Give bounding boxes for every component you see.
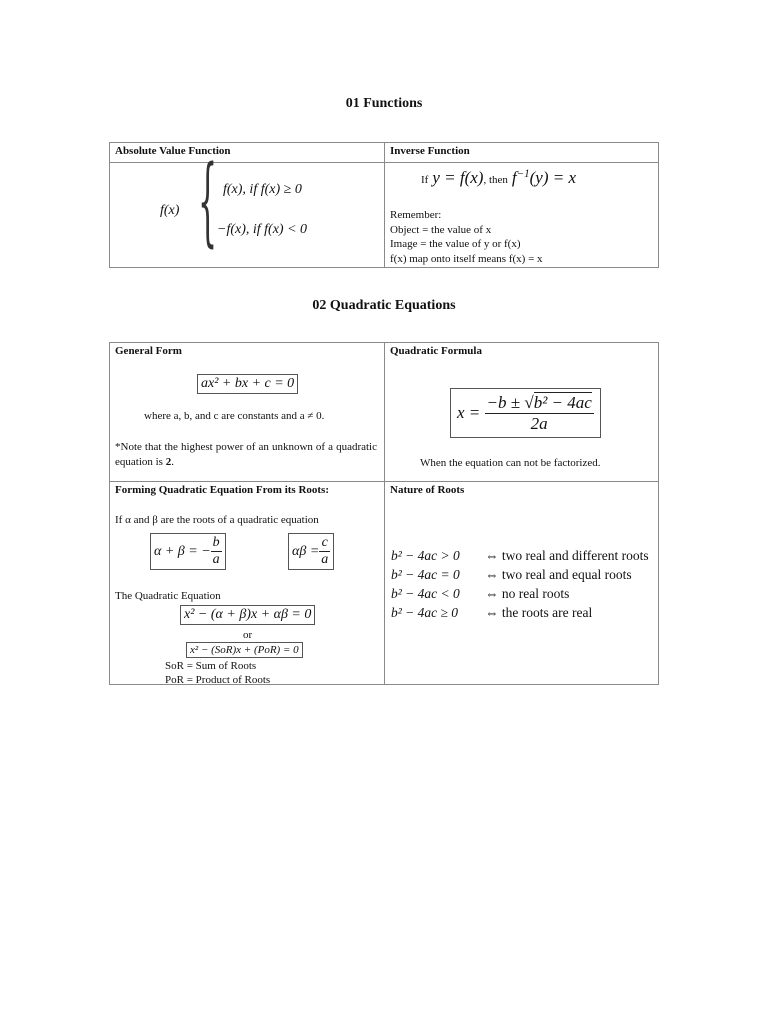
forming-intro: If α and β are the roots of a quadratic equation — [115, 514, 319, 526]
quadratic-formula-box: x = $\frac{\text{−b ± √b² − 4ac}}{2a}$ — [450, 388, 601, 438]
quadratic-fraction: $\frac{\text{−b ± √b² − 4ac}}{2a}$ — [486, 393, 592, 433]
quadratic-formula-caption: When the equation can not be factorized. — [420, 457, 601, 469]
quadratic-formula-cell — [385, 362, 659, 482]
sor-definition: SoR = Sum of Roots — [165, 660, 257, 672]
general-form-where: where a, b, and c are constants and a ≠ 0. — [144, 410, 325, 422]
absolute-value-header: Absolute Value Function — [110, 143, 385, 163]
or-label: or — [243, 629, 253, 641]
general-form-formula: ax² + bx + c = 0 — [197, 374, 298, 394]
onto-itself-definition: f(x) map onto itself means f(x) = x — [390, 252, 543, 265]
inverse-y-eq: y = f(x) — [432, 168, 484, 188]
section-title-functions: 01 Functions — [345, 96, 423, 111]
product-of-roots-box: αβ = $\frac{c}{a}$ — [288, 533, 334, 570]
nature-of-roots-cell — [385, 501, 659, 685]
nature-row: b² − 4ac < 0 ⇔ no real roots — [391, 586, 570, 601]
quadratic-equation-label: The Quadratic Equation — [115, 590, 221, 602]
forming-cell — [110, 501, 385, 685]
inverse-function-header: Inverse Function — [385, 143, 659, 163]
functions-table — [109, 142, 659, 268]
quadratic-table — [109, 342, 659, 685]
nature-row: b² − 4ac > 0 ⇔ two real and different roots — [391, 548, 649, 563]
image-definition: Image = the value of y or f(x) — [390, 238, 521, 250]
general-form-note: *Note that the highest power of an unknown of a quadratic equation is 2. — [115, 441, 377, 468]
abs-lhs: f(x) — [160, 203, 180, 218]
quadratic-formula-header: Quadratic Formula — [385, 343, 659, 363]
nature-row: b² − 4ac = 0 ⇔ two real and equal roots — [391, 567, 632, 582]
quadratic-equation-alpha-beta: x² − (α + β)x + αβ = 0 — [180, 605, 315, 625]
general-form-header: General Form — [110, 343, 385, 363]
inverse-if: If — [421, 174, 429, 187]
inverse-function-cell — [385, 163, 659, 268]
section-title-quadratic: 02 Quadratic Equations — [312, 298, 456, 313]
object-definition: Object = the value of x — [390, 223, 492, 236]
sum-of-roots-box: α + β = − $\frac{b}{a}$ — [150, 533, 226, 570]
inverse-f-inverse: $f^{-1}(y) = x$ — [511, 168, 576, 188]
nature-of-roots-header: Nature of Roots — [385, 482, 659, 502]
nature-row: b² − 4ac ≥ 0 ⇔ the roots are real — [391, 605, 593, 620]
forming-header: Forming Quadratic Equation From its Roots: — [110, 482, 385, 502]
general-form-cell — [110, 362, 385, 482]
abs-case-positive: f(x), if f(x) ≥ 0 — [223, 182, 302, 197]
abs-case-negative: −f(x), if f(x) < 0 — [217, 222, 308, 237]
inverse-then: , then — [483, 174, 508, 187]
left-brace-icon: { — [198, 147, 218, 260]
remember-label: Remember: — [390, 209, 442, 221]
por-definition: PoR = Product of Roots — [165, 674, 271, 686]
quadratic-equation-sor-por: x² − (SoR)x + (PoR) = 0 — [186, 642, 303, 658]
